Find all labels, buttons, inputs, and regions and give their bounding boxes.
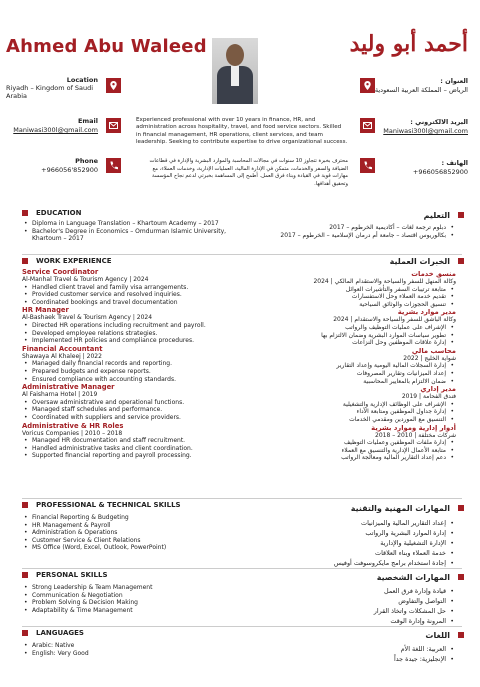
list-item: • التواصل والتفاوض bbox=[256, 596, 456, 606]
list-item: • تنسيق الحجوزات والوثائق السياحية bbox=[256, 301, 456, 309]
list-item: • إدارة علاقات الموظفين وحل النزاعات bbox=[256, 339, 456, 347]
list-item: • متابعة الأعمال الإدارية والتنسيق مع العملاء bbox=[256, 447, 456, 455]
list-item: • Problem Solving & Decision Making bbox=[22, 599, 242, 607]
personal-title-en: PERSONAL SKILLS bbox=[36, 571, 108, 579]
list-item: • English: Very Good bbox=[22, 650, 222, 658]
list-item: • الإشراف على الوظائف الإدارية والتشغيلية bbox=[256, 401, 456, 409]
education-header-ar bbox=[424, 210, 464, 220]
summary-english: Experienced professional with over 10 years in finance, HR, and administration across hospitality, travel, and food service sectors. Skilled in financial management, HR operations, client services, and team leadership. Seeking to contribute expertise to drive organizational success. bbox=[136, 117, 348, 146]
education-title-ar: التعليم bbox=[423, 210, 450, 220]
list-item: • العربية: اللغة الأم bbox=[256, 644, 456, 654]
list-item: • إعداد التقارير المالية والميزانيات bbox=[256, 518, 456, 528]
education-header-en bbox=[22, 208, 81, 218]
list-item: • الإدارة التشغيلية والإدارية bbox=[256, 538, 456, 548]
job-organization: Al Faisharna Hotel | 2019 bbox=[22, 391, 98, 399]
list-item: • Coordinated bookings and travel documentation bbox=[22, 299, 247, 307]
phone-value-ar: +966056852900 bbox=[412, 168, 468, 176]
job-organization: Voricus Companies | 2010 – 2018 bbox=[22, 429, 123, 437]
list-item: • Ensured compliance with accounting standards. bbox=[22, 376, 247, 384]
divider bbox=[22, 254, 462, 255]
list-item: • قيادة وإدارة فرق العمل bbox=[256, 586, 456, 596]
divider bbox=[22, 498, 462, 499]
map-pin-icon bbox=[106, 78, 121, 93]
list-item: • Handled client travel and family visa arrangements. bbox=[22, 284, 247, 292]
location-value-en: Riyadh – Kingdom of Saudi bbox=[6, 84, 94, 92]
job-organization: Al-Manhal Travel & Tourism Agency | 2024 bbox=[22, 276, 149, 283]
phone-label-en: Phone bbox=[75, 157, 98, 165]
personal-header-en bbox=[22, 570, 108, 580]
languages-header-ar bbox=[425, 630, 464, 640]
name-arabic: أحمد أبو وليد bbox=[349, 31, 468, 57]
job-organization: وكالة المنهل للسفر والسياحة والاستقدام المالكي | 2024 bbox=[313, 278, 456, 285]
professional-list-en bbox=[22, 514, 242, 552]
list-item: • دبلوم ترجمة لغات – أكاديمية الخرطوم – 2017 bbox=[256, 224, 456, 232]
list-item: • Administration & Operations bbox=[22, 529, 242, 537]
list-item: • Prepared budgets and expense reports. bbox=[22, 368, 247, 376]
job-organization: Al-Bashaek Travel & Tourism Agency | 2024 bbox=[22, 314, 153, 322]
list-item: • Implemented HR policies and compliance procedures. bbox=[22, 337, 247, 345]
profile-photo bbox=[212, 38, 258, 104]
list-item: • Strong Leadership & Team Management bbox=[22, 584, 242, 592]
job-organization: فندق الفحامة | 2019 bbox=[401, 393, 456, 401]
list-item: • HR Management & Payroll bbox=[22, 522, 242, 530]
location-value-en-2: Arabia bbox=[6, 92, 28, 100]
divider bbox=[22, 568, 462, 569]
map-pin-icon-ar bbox=[360, 78, 375, 93]
job-title: محاسب مالي bbox=[411, 346, 456, 355]
languages-title-ar: اللغات bbox=[425, 630, 450, 640]
languages-list-en bbox=[22, 642, 222, 657]
summary-arabic: محترف بخبرة تتجاوز 10 سنوات في مجالات المحاسبة والموارد البشرية والإدارة في قطاعات الضيافة والسفر والخدمات، متمكن في الإدارة المالية، العمليات الإدارية، وخدمات العملاء، مع مهارات قوية في القيادة وبناء فرق العمل. أطمح إلى المساهمة بخبرتي لدعم نجاح المؤسسة وتحقيق أهدافها. bbox=[149, 158, 348, 187]
list-item: • إدارة السجلات المالية اليومية وإعداد التقارير bbox=[256, 362, 456, 370]
list-item: • Bachelor's Degree in Economics – Omdurman Islamic University, Khartoum – 2017 bbox=[22, 228, 252, 243]
list-item: • Directed HR operations including recruitment and payroll. bbox=[22, 322, 247, 330]
list-item: • Coordinated with suppliers and service providers. bbox=[22, 414, 247, 422]
list-item: • Handled administrative tasks and client coordination. bbox=[22, 445, 247, 453]
list-item: • بكالوريوس اقتصاد – جامعة أم درمان الإسلامية – الخرطوم – 2017 bbox=[256, 232, 456, 240]
job-title: مدير موارد بشرية bbox=[397, 308, 456, 317]
list-item: • المرونة وإدارة الوقت bbox=[256, 616, 456, 626]
job-organization: شركات مختلفة | 2010 – 2018 bbox=[375, 431, 456, 439]
list-item: • Developed employee relations strategies. bbox=[22, 330, 247, 338]
location-value-ar: الرياض – المملكة العربية السعودية bbox=[374, 86, 468, 94]
phone-icon-ar bbox=[360, 158, 375, 173]
job-title: Service Coordinator bbox=[22, 268, 99, 276]
professional-title-en: PROFESSIONAL & TECHNICAL SKILLS bbox=[36, 501, 181, 509]
personal-list-ar bbox=[256, 586, 456, 626]
experience-title-ar: الخبرات العملية bbox=[389, 256, 450, 266]
list-item: • Managed daily financial records and reporting. bbox=[22, 360, 247, 368]
languages-header-en bbox=[22, 628, 84, 638]
experience-list-en bbox=[22, 268, 247, 460]
list-item: • الإشراف على عمليات التوظيف والرواتب bbox=[256, 324, 456, 332]
job-title: Administrative Manager bbox=[22, 383, 115, 392]
divider bbox=[22, 626, 462, 627]
email-label-en: Email bbox=[77, 117, 98, 125]
list-item: • Financial Reporting & Budgeting bbox=[22, 514, 242, 522]
email-label-ar: البريد الالكتروني : bbox=[410, 118, 468, 126]
personal-list-en bbox=[22, 584, 242, 614]
job-organization: شواية الخليج | 2022 bbox=[403, 354, 456, 362]
list-item: • Adaptability & Time Management bbox=[22, 607, 242, 615]
list-item: • التنسيق مع الموردين ومقدمي الخدمات bbox=[256, 416, 456, 424]
list-item: • تطوير سياسات الموارد البشرية وضمان الالتزام بها bbox=[256, 332, 456, 340]
envelope-icon bbox=[106, 118, 121, 133]
list-item: • Supported financial reporting and payroll processing. bbox=[22, 452, 247, 460]
professional-list-ar bbox=[256, 518, 456, 568]
list-item: • Arabic: Native bbox=[22, 642, 222, 650]
personal-title-ar: المهارات الشخصية bbox=[376, 572, 450, 582]
email-value-en[interactable]: Maniwasi300l@gmail.com bbox=[13, 126, 98, 134]
job-title: HR Manager bbox=[22, 306, 69, 315]
languages-list-ar bbox=[256, 644, 456, 664]
professional-header-ar bbox=[351, 503, 464, 513]
name-english: Ahmed Abu Waleed bbox=[6, 36, 207, 57]
list-item: • متابعة ترتيبات السفر والتأشيرات العوائل bbox=[256, 286, 456, 294]
experience-header-ar bbox=[390, 256, 464, 266]
professional-header-en bbox=[22, 500, 181, 510]
list-item: • ضمان الالتزام بالمعايير المحاسبية bbox=[256, 378, 456, 386]
job-organization: وكالة الباشق للسفر والسياحة والاستقدام | 2024 bbox=[333, 316, 456, 324]
envelope-icon-ar bbox=[360, 118, 375, 133]
list-item: • حل المشكلات واتخاذ القرار bbox=[256, 606, 456, 616]
list-item: • دعم إعداد التقارير المالية ومعالجة الرواتب bbox=[256, 454, 456, 462]
experience-header-en bbox=[22, 256, 112, 266]
professional-title-ar: المهارات المهنية والتقنية bbox=[350, 503, 450, 513]
list-item: • إجادة استخدام برامج مايكروسوفت أوفيس bbox=[256, 558, 456, 568]
education-list-en bbox=[22, 220, 252, 243]
job-title: Administrative & HR Roles bbox=[22, 421, 124, 430]
job-title: Financial Accountant bbox=[22, 344, 103, 353]
job-title: أدوار إدارية وموارد بشرية bbox=[371, 423, 456, 432]
location-label-ar: العنوان : bbox=[440, 77, 468, 85]
job-title: مدير إداري bbox=[420, 385, 456, 394]
list-item: • MS Office (Word, Excel, Outlook, PowerPoint) bbox=[22, 544, 242, 552]
languages-title-en: LANGUAGES bbox=[36, 629, 84, 637]
personal-header-ar bbox=[377, 572, 464, 582]
list-item: • الإنجليزية: جيدة جداً bbox=[256, 654, 456, 664]
list-item: • إدارة الموارد البشرية والرواتب bbox=[256, 528, 456, 538]
job-title: منسق خدمات bbox=[411, 270, 456, 278]
list-item: • إعداد الميزانيات وتقارير المصروفات bbox=[256, 370, 456, 378]
experience-list-ar bbox=[256, 270, 456, 462]
phone-label-ar: الهاتف : bbox=[441, 159, 468, 167]
list-item: • Provided customer service and resolved inquiries. bbox=[22, 291, 247, 299]
list-item: • Oversaw administrative and operational functions. bbox=[22, 399, 247, 407]
phone-icon bbox=[106, 158, 121, 173]
list-item: • إدارة جداول الموظفين ومتابعة الأداء bbox=[256, 408, 456, 416]
education-title-en: EDUCATION bbox=[36, 209, 82, 217]
list-item: • تقديم خدمة العملاء وحل الاستفسارات bbox=[256, 293, 456, 301]
location-label-en: Location bbox=[66, 76, 98, 84]
list-item: • Diploma in Language Translation – Khartoum Academy – 2017 bbox=[22, 220, 252, 228]
experience-title-en: WORK EXPERIENCE bbox=[36, 257, 112, 265]
list-item: • إدارة ملفات الموظفين وعمليات التوظيف bbox=[256, 439, 456, 447]
list-item: • Managed staff schedules and performance. bbox=[22, 406, 247, 414]
job-organization: Shawaya Al Khaleej | 2022 bbox=[22, 352, 102, 360]
list-item: • Communication & Negotiation bbox=[22, 592, 242, 600]
list-item: • Customer Service & Client Relations bbox=[22, 537, 242, 545]
list-item: • خدمة العملاء وبناء العلاقات bbox=[256, 548, 456, 558]
list-item: • Managed HR documentation and staff recruitment. bbox=[22, 437, 247, 445]
education-list-ar bbox=[256, 224, 456, 239]
phone-value-en: +966056'852900 bbox=[41, 166, 98, 174]
email-value-ar[interactable]: Maniwasi300l@gmail.com bbox=[383, 127, 468, 135]
